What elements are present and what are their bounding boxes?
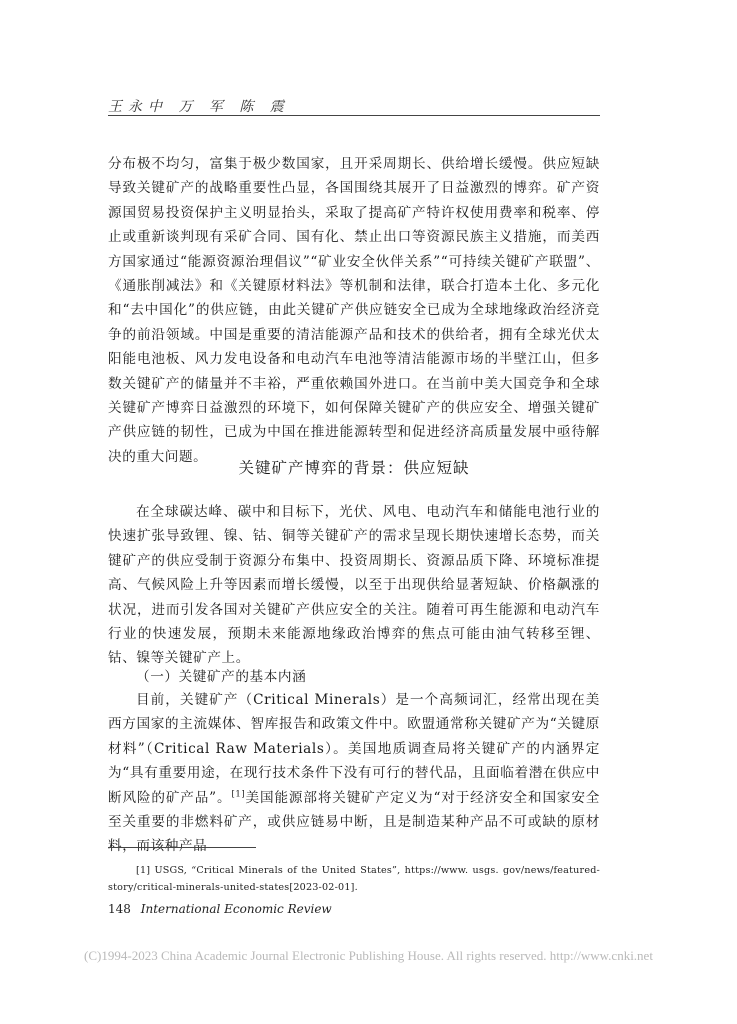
journal-name: International Economic Review [140, 902, 332, 916]
page-number: 148 [108, 902, 131, 916]
body-paragraph-3-part-a: 目前，关键矿产（Critical Minerals）是一个高频词汇，经常出现在美西方国家的主流媒体、智库报告和政策文件中。欧盟通常称关键矿产为“关键原材料”（Critical Raw Materials）。美国地质调查局将关键矿产的内涵界定为“具有重要用途，在现行技术条件下没有可行的替代品，且面临着潜在供应中断风险的矿产品”。 [108, 692, 600, 806]
body-paragraph-1: 分布极不均匀，富集于极少数国家，且开采周期长、供给增长缓慢。供应短缺导致关键矿产的战略重要性凸显，各国围绕其展开了日益激烈的博弈。矿产资源国贸易投资保护主义明显抬头，采取了提高矿产特许权使用费率和税率、停止或重新谈判现有采矿合同、国有化、禁止出口等资源民族主义措施，而美西方国家通过“能源资源治理倡议”“矿业安全伙伴关系”“可持续关键矿产联盟”、《通胀削减法》和《关键原材料法》等机制和法律，联合打造本土化、多元化和“去中国化”的供应链，由此关键矿产供应链安全已成为全球地缘政治经济竞争的前沿领域。中国是重要的清洁能源产品和技术的供给者，拥有全球光伏太阳能电池板、风力发电设备和电动汽车电池等清洁能源市场的半壁江山，但多数关键矿产的储量并不丰裕，严重依赖国外进口。在当前中美大国竞争和全球关键矿产博弈日益激烈的环境下，如何保障关键矿产的供应安全、增强关键矿产供应链的韧性，已成为中国在推进能源转型和促进经济高质量发展中亟待解决的重大问题。 [108, 156, 600, 465]
header-rule [108, 115, 600, 116]
page-footer [108, 902, 332, 916]
body-paragraph-3 [108, 688, 600, 859]
footnote-rule [108, 847, 256, 848]
footnote-reference[interactable]: [1] [231, 789, 246, 800]
running-header-authors: 王永中 万 军 陈 震 [108, 99, 290, 115]
body-paragraph-3-part-b: 美国能源部将关键矿产定义为“对于经济安全和国家安全至关重要的非燃料矿产，或供应链易中断，且是制造某种产品不可或缺的原材料，而该种产品 [108, 789, 600, 855]
section-title: 关键矿产博弈的背景：供应短缺 [238, 459, 470, 477]
footnote: [1] USGS, “Critical Minerals of the United States”, https://www. usgs. gov/news/featured-story/critical-minerals-united-states[2023-02-01]. [108, 865, 600, 893]
body-paragraph-2: 在全球碳达峰、碳中和目标下，光伏、风电、电动汽车和储能电池行业的快速扩张导致锂、镍、钴、铜等关键矿产的需求呈现长期快速增长态势，而关键矿产的供应受制于资源分布集中、投资周期长、资源品质下降、环境标准提高、气候风险上升等因素而增长缓慢，以至于出现供给显著短缺、价格飙涨的状况，进而引发各国对关键矿产供应安全的关注。随着可再生能源和电动汽车行业的快速发展，预期未来能源地缘政治博弈的焦点可能由油气转移至锂、钴、镍等关键矿产上。 [108, 504, 600, 667]
subsection-title: （一）关键矿产的基本内涵 [136, 669, 307, 685]
copyright-watermark: (C)1994-2023 China Academic Journal Electronic Publishing House. All rights reserved. http://www.cnki.net [84, 948, 653, 963]
